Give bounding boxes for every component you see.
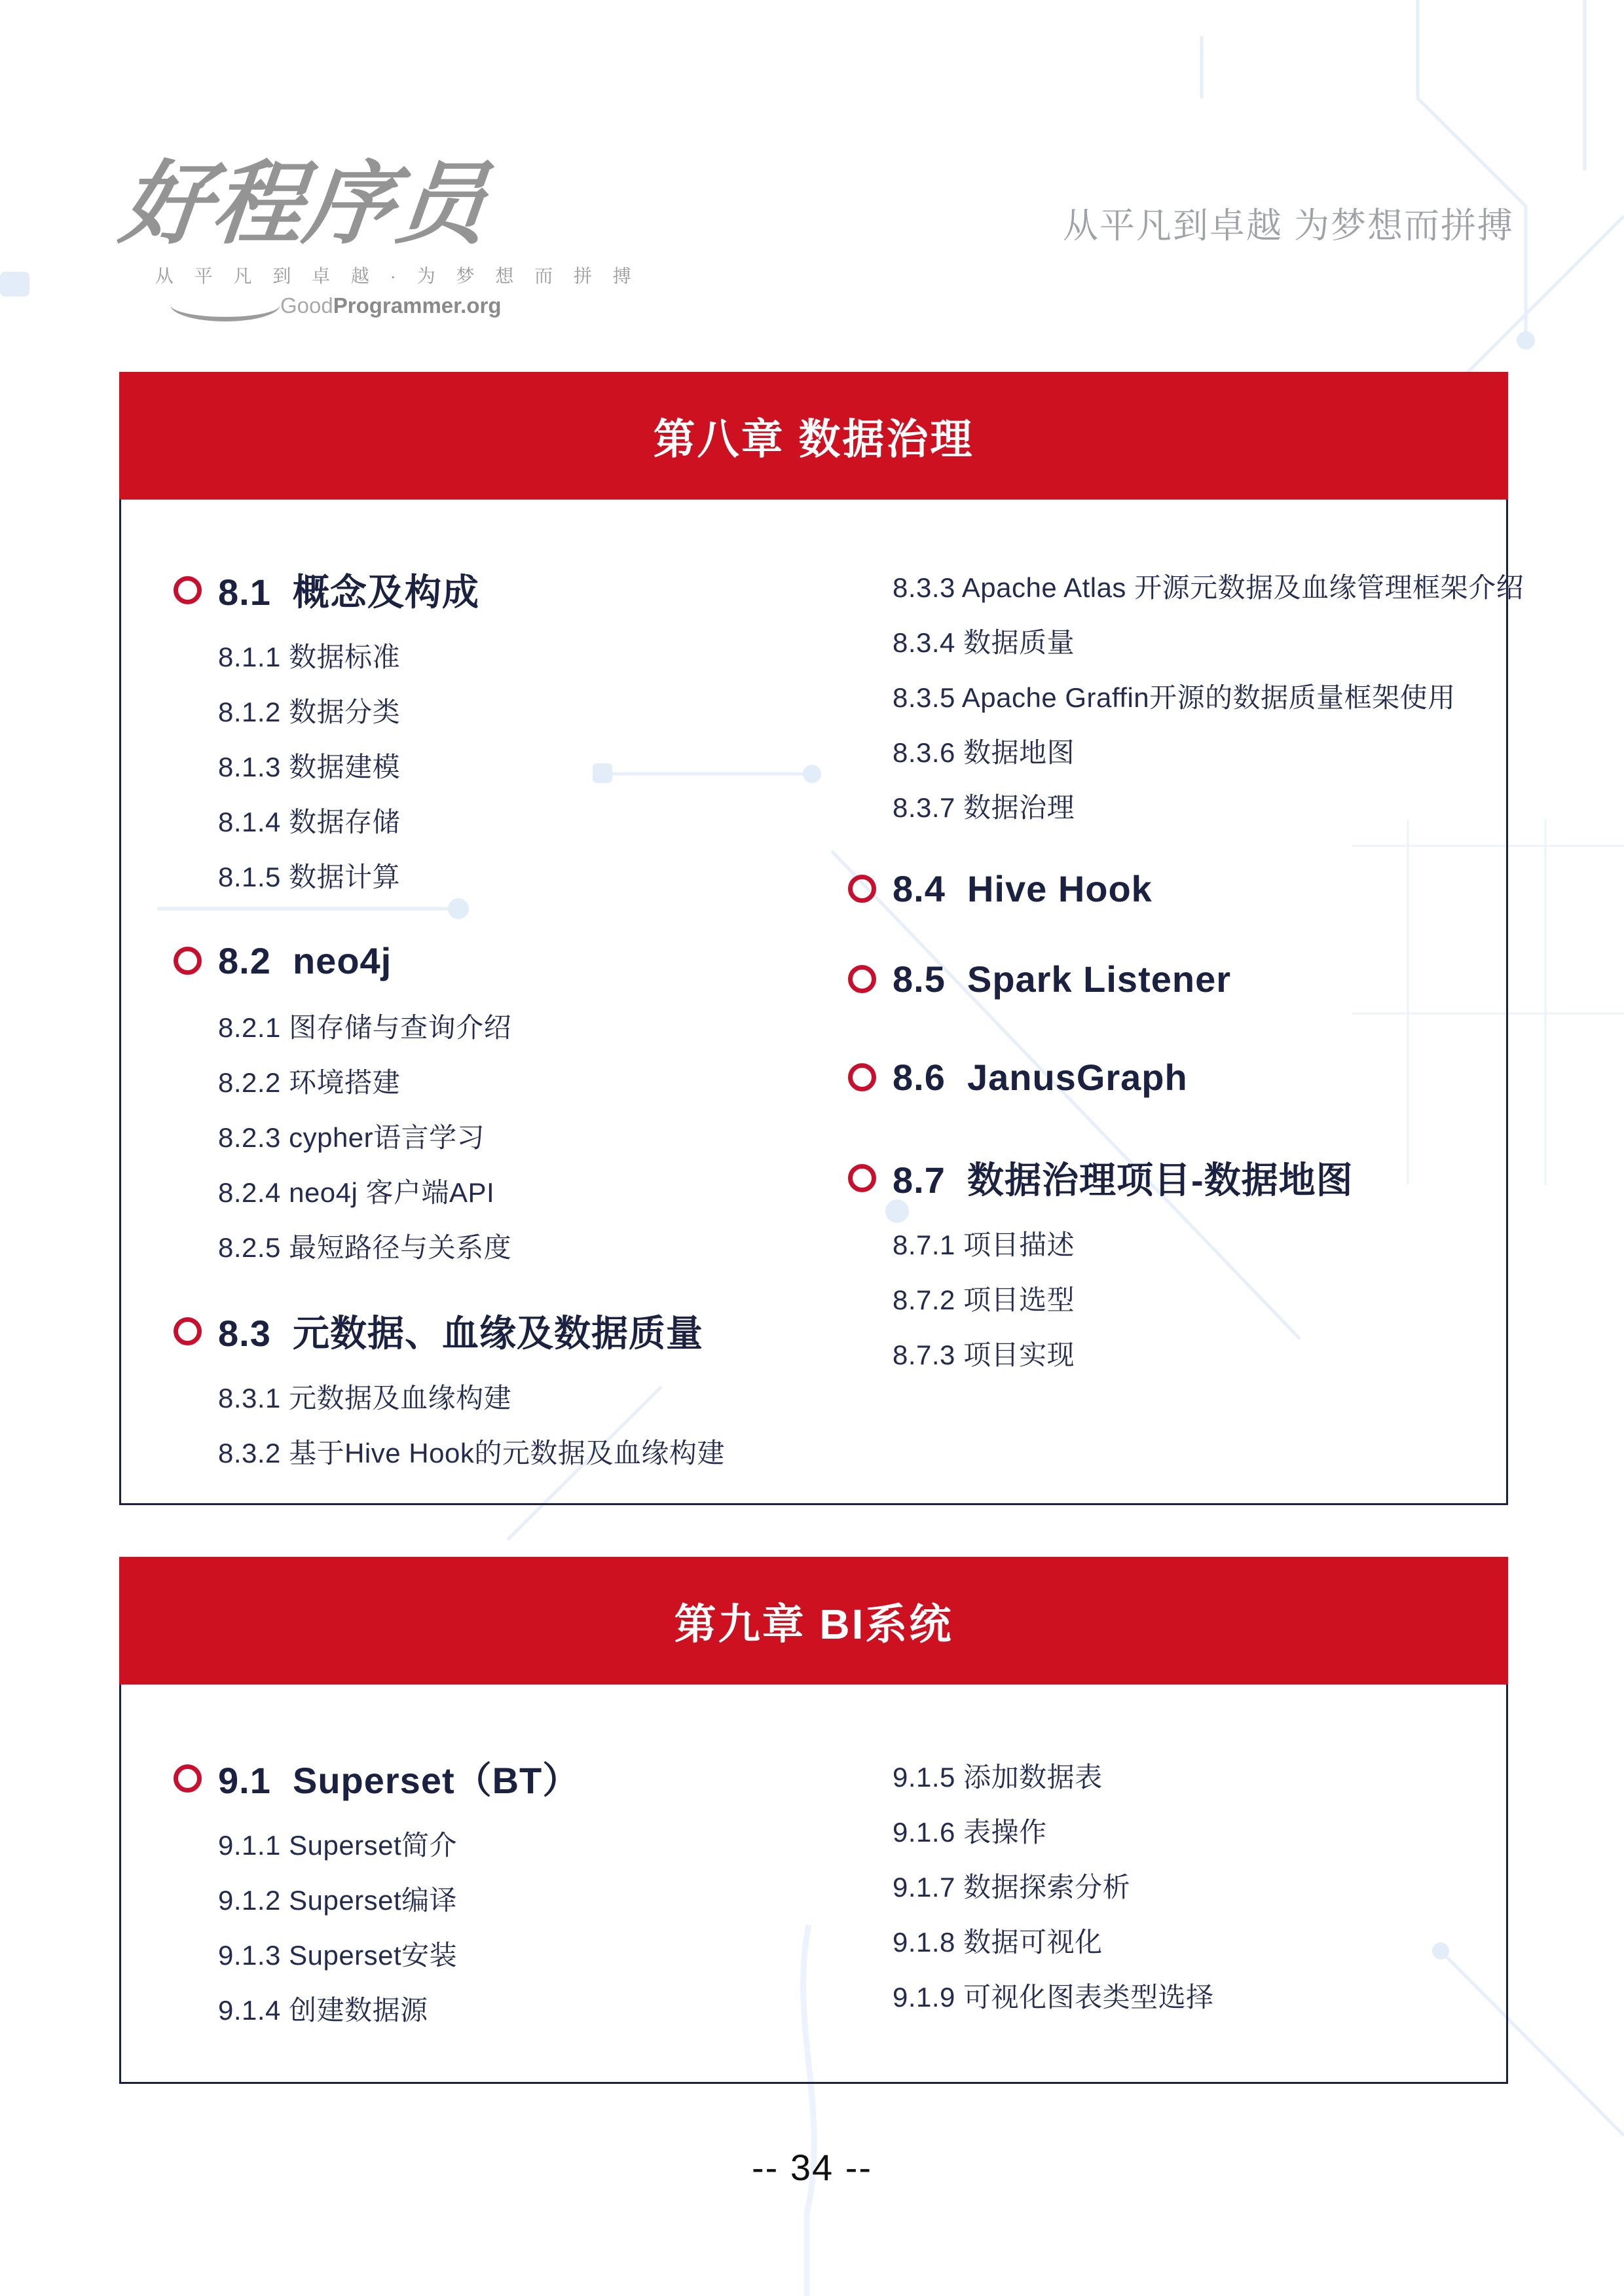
brand-site-prefix: Good — [280, 293, 333, 318]
chapter-8-right-column — [848, 560, 1524, 1383]
ring-bullet-icon — [848, 1164, 876, 1192]
toc-item: 8.3.3 Apache Atlas 开源元数据及血缘管理框架介绍 — [893, 572, 1524, 603]
brand-site-suffix: Programmer.org — [333, 293, 502, 318]
section-heading-8-4: 8.4 Hive Hook — [848, 866, 1516, 911]
toc-item: 8.3.6 数据地图 — [893, 737, 1075, 768]
toc-item: 8.3.7 数据治理 — [893, 792, 1075, 823]
brand-slogan: 从 平 凡 到 卓 越 · 为 梦 想 而 拼 搏 — [155, 265, 639, 286]
chapter-8-left-column — [174, 567, 841, 1481]
toc-item: 9.1.4 创建数据源 — [218, 1995, 428, 2026]
ring-bullet-icon — [174, 576, 202, 604]
section-heading-8-5: 8.5 Spark Listener — [848, 956, 1516, 1002]
toc-item: 8.2.3 cypher语言学习 — [218, 1122, 485, 1153]
toc-item: 8.3.4 数据质量 — [893, 627, 1075, 658]
brand-bottom-row — [121, 292, 540, 329]
toc-item: 9.1.7 数据探索分析 — [893, 1872, 1131, 1903]
toc-item: 9.1.5 添加数据表 — [893, 1762, 1103, 1793]
chapter-9-left-column — [174, 1755, 841, 2038]
ring-bullet-icon — [848, 965, 876, 993]
section-heading-8-1: 8.1 概念及构成 — [174, 567, 841, 613]
header-tagline: 从平凡到卓越 为梦想而拼搏 — [1062, 206, 1514, 246]
ring-bullet-icon — [174, 947, 202, 975]
toc-item: 8.2.5 最短路径与关系度 — [218, 1232, 512, 1263]
page-number: -- 34 -- — [752, 2147, 872, 2188]
toc-item: 9.1.9 可视化图表类型选择 — [893, 1982, 1214, 2013]
toc-item: 8.1.3 数据建模 — [218, 752, 401, 782]
toc-item: 8.7.3 项目实现 — [893, 1339, 1075, 1370]
chapter-8-header-bar — [119, 372, 1508, 500]
toc-item: 9.1.6 表操作 — [893, 1817, 1047, 1848]
ring-bullet-icon — [174, 1764, 202, 1793]
ring-bullet-icon — [848, 875, 876, 903]
toc-item: 8.3.5 Apache Graffin开源的数据质量框架使用 — [893, 682, 1456, 713]
ring-bullet-icon — [848, 1063, 876, 1091]
toc-item: 9.1.1 Superset简介 — [218, 1830, 458, 1861]
smile-arc-icon — [170, 288, 280, 321]
section-heading-8-7: 8.7 数据治理项目-数据地图 — [848, 1155, 1516, 1201]
section-heading-8-3: 8.3 元数据、血缘及数据质量 — [174, 1308, 841, 1354]
toc-item: 8.3.2 基于Hive Hook的元数据及血缘构建 — [218, 1438, 725, 1468]
toc-item: 8.2.1 图存储与查询介绍 — [218, 1012, 512, 1043]
section-heading-8-6: 8.6 JanusGraph — [848, 1054, 1516, 1100]
toc-item: 8.1.2 数据分类 — [218, 697, 401, 727]
toc-item: 8.3.1 元数据及血缘构建 — [218, 1383, 512, 1413]
section-heading-8-2: 8.2 neo4j — [174, 938, 841, 983]
ring-bullet-icon — [174, 1317, 202, 1345]
chapter-9-card — [119, 1557, 1508, 2084]
toc-item: 8.1.1 数据标准 — [218, 642, 401, 672]
toc-item: 9.1.8 数据可视化 — [893, 1927, 1103, 1958]
toc-item: 8.2.2 环境搭建 — [218, 1067, 401, 1098]
toc-item: 8.7.1 项目描述 — [893, 1230, 1075, 1260]
brand-site-text — [280, 293, 501, 318]
chapter-9-header-bar — [119, 1557, 1508, 1685]
brand-wordmark: 好程序员 — [115, 154, 494, 255]
toc-item: 8.1.4 数据存储 — [218, 807, 401, 837]
toc-item: 9.1.2 Superset编译 — [218, 1885, 458, 1916]
chapter-8-card — [119, 372, 1524, 1505]
toc-item: 8.7.2 项目选型 — [893, 1285, 1075, 1315]
toc-item: 8.2.4 neo4j 客户端API — [218, 1177, 495, 1208]
toc-item: 9.1.3 Superset安装 — [218, 1940, 458, 1971]
chapter-8-title: 第八章 数据治理 — [653, 415, 974, 463]
brand-logo — [115, 154, 639, 329]
toc-item: 8.1.5 数据计算 — [218, 862, 401, 892]
chapter-9-right-column — [848, 1750, 1516, 2025]
section-heading-9-1: 9.1 Superset（BT） — [174, 1755, 841, 1801]
chapter-9-title: 第九章 BI系统 — [674, 1600, 953, 1648]
